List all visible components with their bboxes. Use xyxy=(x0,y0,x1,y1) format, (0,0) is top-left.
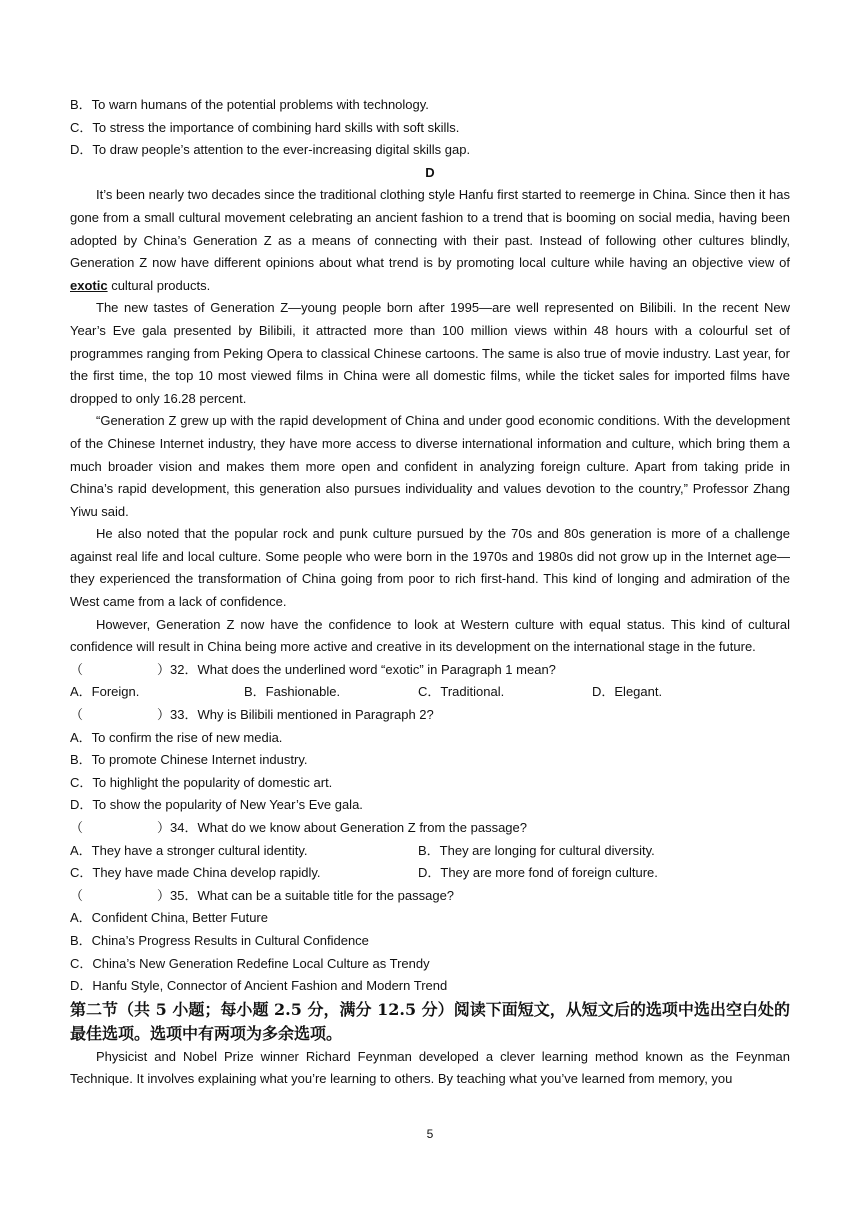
option-a[interactable]: A．They have a stronger cultural identity. xyxy=(70,842,308,858)
question-32-options xyxy=(70,681,790,704)
question-stem: ）33．Why is Bilibili mentioned in Paragraph 2? xyxy=(157,707,434,723)
question-stem: ）34．What do we know about Generation Z from the passage? xyxy=(157,820,527,835)
section-heading: 第二节（共 5 小题；每小题 2.5 分，满分 12.5 分）阅读下面短文，从短文后的选项中选出空白处的最佳选项。选项中有两项为多余选项。 xyxy=(70,999,790,1043)
answer-blank-open: （ xyxy=(70,661,84,677)
option-b[interactable]: B．They are longing for cultural diversity. xyxy=(418,842,655,858)
paragraph-4: He also noted that the popular rock and punk culture pursued by the 70s and 80s generation is more of a challenge against real life and local culture. Some people who were born in the 1970s and 1980s did not grow up in the Internet age—they experienced the transformation of China going from poor to rich first-hand. This kind of longing and admiration of the West came from a lack of confidence. xyxy=(70,526,790,610)
answer-blank-open: （ xyxy=(70,887,84,903)
paragraph-3: “Generation Z grew up with the rapid development of China and under good economic conditions. With the development of the Chinese Internet industry, they have more access to diverse international information and culture, which bring them a much broader vision and makes them more open and confident in analyzing foreign culture. Apart from taking pride in China’s rapid development, this generation also pursues individuality and values devotion to the country,” Professor Zhang Yiwu said. xyxy=(70,413,790,519)
answer-blank-open: （ xyxy=(70,820,84,835)
option-b[interactable]: B．Fashionable. xyxy=(244,684,341,700)
paragraph-1-tail: cultural products. xyxy=(107,277,211,293)
question-32 xyxy=(70,659,790,682)
option-c[interactable]: C．They have made China develop rapidly. xyxy=(70,865,321,881)
option-c-prev: C．To stress the importance of combining hard skills with soft skills. xyxy=(70,119,460,135)
option-b-prev: B．To warn humans of the potential problems with technology. xyxy=(70,97,429,112)
option-d[interactable]: D．They are more fond of foreign culture. xyxy=(418,865,658,881)
page-content xyxy=(70,94,790,1091)
paragraph-1-text: It’s been nearly two decades since the traditional clothing style Hanfu first started to reemerge in China. Since then it has gone from a small cultural movement celebrating an ancient fashion to a trend that is booming on social media, having been adopted by China’s Generation Z as a means of connecting with their past. Instead of following other cultures blindly, Generation Z now have different opinions about what trend is by promoting local culture while having an objective view of xyxy=(70,187,790,271)
option-a[interactable]: A．Confident China, Better Future xyxy=(70,910,268,926)
passage-heading: D xyxy=(425,164,435,180)
question-stem: ）35．What can be a suitable title for the passage? xyxy=(157,887,455,903)
section-2-paragraph-1: Physicist and Nobel Prize winner Richard Feynman developed a clever learning method known as the Feynman Technique. It involves explaining what you’re learning to others. By teaching what you’ve learned from memory, you xyxy=(70,1048,790,1087)
paragraph-5: However, Generation Z now have the confidence to look at Western culture with equal status. This kind of cultural confidence will result in China being more active and creative in its development on the international stage in the future. xyxy=(70,616,790,655)
underlined-word: exotic xyxy=(70,277,108,293)
question-stem: ）32．What does the underlined word “exotic” in Paragraph 1 mean? xyxy=(157,661,556,677)
option-a[interactable]: A．To confirm the rise of new media. xyxy=(70,729,283,745)
question-34-options-row-1 xyxy=(70,840,790,863)
option-b[interactable]: B．To promote Chinese Internet industry. xyxy=(70,752,308,768)
question-34-options-row-2 xyxy=(70,862,790,885)
option-c[interactable]: C．To highlight the popularity of domestic art. xyxy=(70,774,333,790)
option-c[interactable]: C．China’s New Generation Redefine Local Culture as Trendy xyxy=(70,955,430,971)
option-c[interactable]: C．Traditional. xyxy=(418,684,505,700)
question-33 xyxy=(70,704,790,727)
page-number: 5 xyxy=(426,1127,434,1141)
paragraph-2: The new tastes of Generation Z—young people born after 1995—are well represented on Bilibili. In the recent New Year’s Eve gala presented by Bilibili, it attracted more than 100 million views within 48 hours with a colourful set of programmes ranging from Peking Opera to classical Chinese cartoons. The same is also true of movie industry. Last year, for the first time, the top 10 most viewed films in China were all domestic films, while the ticket sales for imported films have dropped to only 16.28 percent. xyxy=(70,300,790,406)
option-d[interactable]: D．Hanfu Style, Connector of Ancient Fashion and Modern Trend xyxy=(70,978,448,994)
question-35 xyxy=(70,885,790,908)
answer-blank-open: （ xyxy=(70,707,84,723)
option-d[interactable]: D．Elegant. xyxy=(592,684,663,700)
question-34 xyxy=(70,817,790,840)
option-d-prev: D．To draw people’s attention to the ever-increasing digital skills gap. xyxy=(70,142,471,158)
paragraph-1 xyxy=(70,184,790,297)
option-b[interactable]: B．China’s Progress Results in Cultural Confidence xyxy=(70,932,369,948)
option-a[interactable]: A．Foreign. xyxy=(70,684,140,700)
option-d[interactable]: D．To show the popularity of New Year’s Eve gala. xyxy=(70,797,363,813)
